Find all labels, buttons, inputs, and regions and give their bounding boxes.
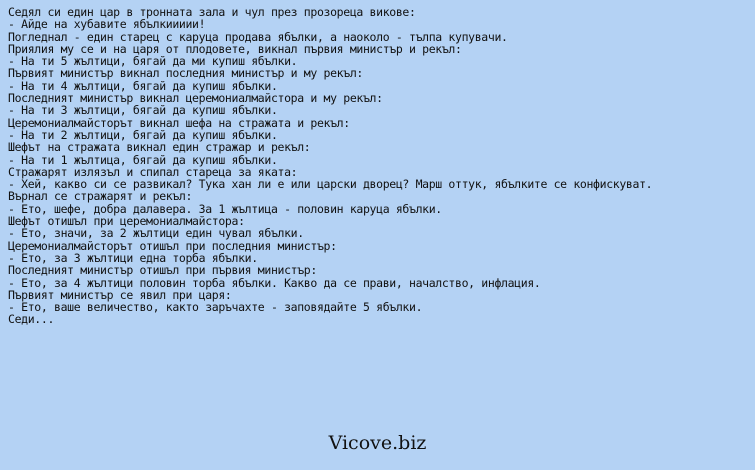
joke-text: [8, 6, 748, 326]
joke-line: - Хей, какво си се развикал? Тука хан ли е или царски дворец? Марш оттук, ябълките се конфискуват.: [8, 177, 653, 192]
joke-line: Шефът отишъл при церемониалмайстора:: [8, 214, 245, 229]
joke-line: Първият министър викнал последния министър и му рекъл:: [8, 66, 363, 81]
joke-line: Погледнал - един старец с каруца продава ябълки, а наоколо - тълпа купувачи.: [8, 29, 508, 44]
joke-line: - Ето, шефе, добра далавера. За 1 жълтица - половин каруца ябълки.: [8, 201, 442, 216]
joke-line: Първият министър се явил при царя:: [8, 287, 232, 302]
joke-line: - На ти 4 жълтици, бягай да купиш ябълки.: [8, 78, 278, 93]
joke-line: - Ето, ваше величество, както заръчахте - заповядайте 5 ябълки.: [8, 300, 423, 315]
joke-line: Церемониалмайсторът отишъл при последния министър:: [8, 238, 337, 253]
joke-line: Шефът на стражата викнал един стражар и рекъл:: [8, 140, 311, 155]
joke-line: - На ти 1 жълтица, бягай да купиш ябълки.: [8, 152, 278, 167]
joke-line: Церемониалмайсторът викнал шефа на стражата и рекъл:: [8, 115, 350, 130]
joke-line: - На ти 2 жълтици, бягай да купиш ябълки.: [8, 127, 278, 142]
joke-line: - Айде на хубавите ябълкиииии!: [8, 17, 206, 32]
joke-line: - На ти 3 жълтици, бягай да купиш ябълки.: [8, 103, 278, 118]
joke-line: Стражарят излязъл и спипал стареца за яката:: [8, 164, 298, 179]
joke-line: - Ето, за 4 жълтици половин торба ябълки. Какво да се прави, началство, инфлация.: [8, 275, 541, 290]
joke-line: Последният министър викнал церемониалмайстора и му рекъл:: [8, 91, 383, 106]
joke-line: Върнал се стражарят и рекъл:: [8, 189, 193, 204]
joke-line: Приялия му се и на царя от плодовете, викнал първия министър и рекъл:: [8, 41, 462, 56]
joke-line: - Ето, значи, за 2 жълтици един чувал ябълки.: [8, 226, 304, 241]
joke-line: Последният министър отишъл при първия министър:: [8, 263, 317, 278]
joke-line: - На ти 5 жълтици, бягай да ми купиш ябълки.: [8, 54, 298, 69]
joke-line: Седи...: [8, 312, 55, 327]
joke-line: Седял си един цар в тронната зала и чул през прозореца викове:: [8, 5, 416, 19]
site-brand-watermark: Vicove.biz: [328, 432, 427, 454]
joke-line: - Ето, за 3 жълтици една торба ябълки.: [8, 250, 258, 265]
